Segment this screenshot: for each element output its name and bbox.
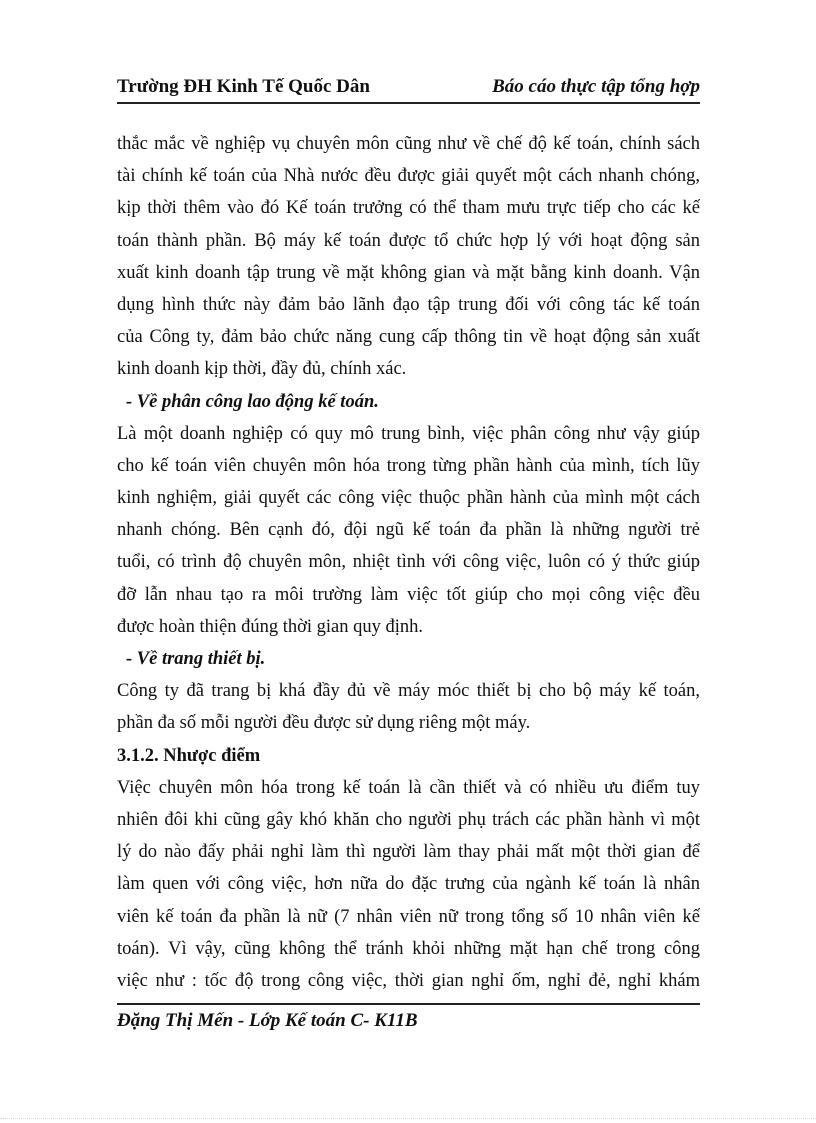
paragraph-line: đỡ lẫn nhau tạo ra môi trường làm việc tốt giúp cho mọi công việc đều [117,584,700,605]
paragraph-line: viên kế toán đa phần là nữ (7 nhân viên nữ trong tổng số 10 nhân viên kế [117,906,700,927]
paragraph-line: lý do nào đấy phải nghỉ làm thì người làm thay phải mất một thời gian để [117,842,700,863]
paragraph-line: xuất kinh doanh tập trung về mặt không gian và mặt bằng kinh doanh. Vận [117,262,700,283]
paragraph-line: Việc chuyên môn hóa trong kế toán là cần thiết và có nhiều ưu điểm tuy [117,777,700,798]
paragraph-line: toán thành phần. Bộ máy kế toán được tổ chức hợp lý với hoạt động sản [117,230,700,251]
body-text [117,128,700,997]
paragraph-line: cho kế toán viên chuyên môn hóa trong từng phần hành của mình, tích lũy [117,455,700,476]
paragraph-line: toán). Vì vậy, cũng không thể tránh khỏi những mặt hạn chế trong công [117,938,700,959]
paragraph-line: kinh nghiệm, giải quyết các công việc thuộc phần hành của mình một cách [117,488,700,509]
footer-divider [117,1003,700,1005]
paragraph-line: thắc mắc về nghiệp vụ chuyên môn cũng như về chế độ kế toán, chính sách [117,134,700,154]
paragraph-line: được hoàn thiện đúng thời gian quy định. [117,616,424,637]
paragraph-line: việc như : tốc độ trong công việc, thời gian nghỉ ốm, nghỉ đẻ, nghỉ khám [117,970,700,991]
subheading-labor-division: - Về phân công lao động kế toán. [126,391,379,412]
page-footer: Đặng Thị Mến - Lớp Kế toán C- K11B [117,1010,418,1031]
page-header [117,74,700,104]
paragraph-line: kinh doanh kịp thời, đầy đủ, chính xác. [117,359,407,380]
paragraph-line: dụng hình thức này đảm bảo lãnh đạo tập trung đối với công tác kế toán [117,294,700,315]
paragraph-line: nhiên đôi khi cũng gây khó khăn cho người phụ trách các phần hành vì một [117,809,700,830]
paragraph-line: Công ty đã trang bị khá đầy đủ về máy móc thiết bị cho bộ máy kế toán, [117,681,700,702]
page-bottom-edge [0,1118,816,1119]
paragraph-line: phần đa số mỗi người đều được sử dụng riêng một máy. [117,713,531,734]
paragraph-line: tuổi, có trình độ chuyên môn, nhiệt tình với công việc, luôn có ý thức giúp [117,552,700,573]
paragraph-line: kịp thời thêm vào đó Kế toán trưởng có thể tham mưu trực tiếp cho các kế [117,198,700,219]
paragraph-line: làm quen với công việc, hơn nữa do đặc trưng của ngành kế toán là nhân [117,874,700,895]
paragraph-line: nhanh chóng. Bên cạnh đó, đội ngũ kế toán đa phần là những người trẻ [117,520,700,541]
paragraph-line: Là một doanh nghiệp có quy mô trung bình, việc phân công như vậy giúp [117,423,700,444]
subheading-equipment: - Về trang thiết bị. [126,649,266,669]
section-heading-disadvantages: 3.1.2. Nhược điểm [117,745,261,766]
paragraph-line: của Công ty, đảm bảo chức năng cung cấp thông tin về hoạt động sản xuất [117,327,700,348]
header-report-title: Báo cáo thực tập tổng hợp [492,76,700,97]
paragraph-line: tài chính kế toán của Nhà nước đều được giải quyết một cách nhanh chóng, [117,166,700,187]
header-university: Trường ĐH Kinh Tế Quốc Dân [117,76,370,97]
